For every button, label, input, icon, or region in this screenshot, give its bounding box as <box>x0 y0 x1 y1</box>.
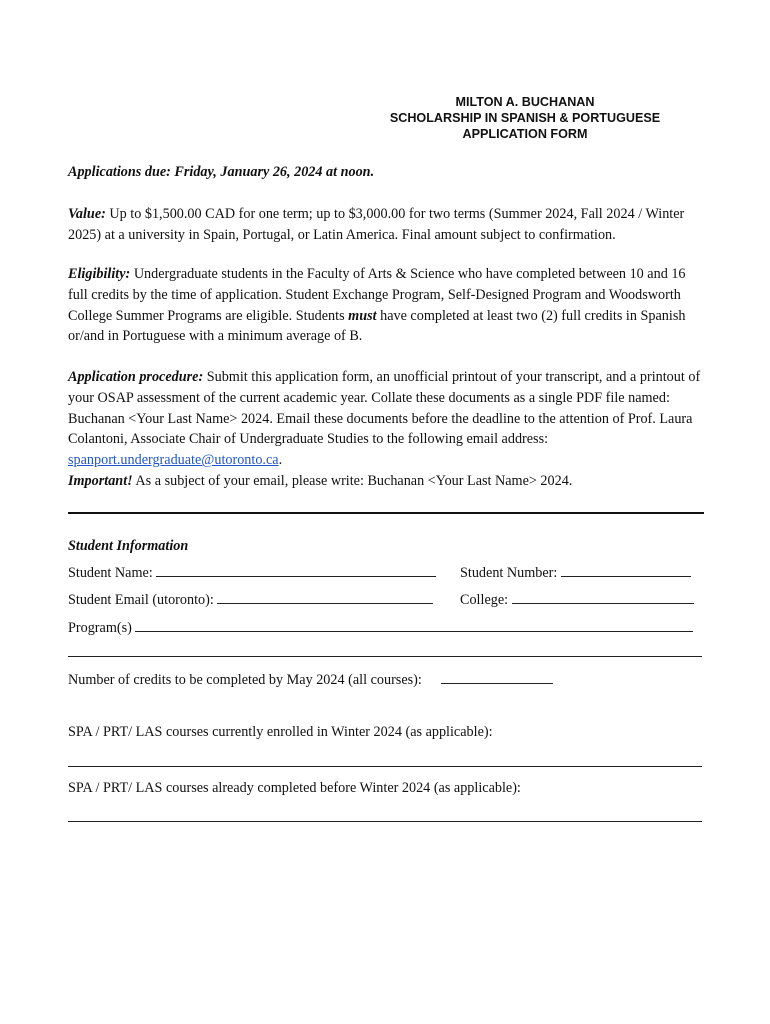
college-field[interactable] <box>512 589 694 604</box>
student-name-field[interactable] <box>156 562 436 577</box>
eligibility-text-2: have completed at least two (2) full credits in Spanish or/and in Portuguese with a minimum average of B. <box>68 307 686 345</box>
completed-courses-label: SPA / PRT/ LAS courses already completed before Winter 2024 (as applicable): <box>68 780 521 796</box>
important-text: As a subject of your email, please write: Buchanan <Your Last Name> 2024. <box>132 472 573 489</box>
eligibility-lead: Eligibility: <box>68 266 131 282</box>
title-line-3: APPLICATION FORM <box>462 127 588 141</box>
enrolled-courses-field[interactable] <box>68 766 702 767</box>
value-text: Up to $1,500.00 CAD for one term; up to $3,000.00 for two terms (Summer 2024, Fall 2024 / Winter 2025) at a university in Spain, Portugal, or Latin America. Final amount subject to confirmation. <box>68 206 685 243</box>
procedure-lead: Application procedure: <box>68 369 204 385</box>
college-label: College: <box>460 592 509 608</box>
program-label: Program(s) <box>68 620 132 636</box>
title-line-1: MILTON A. BUCHANAN <box>455 95 595 109</box>
procedure-text: Submit this application form, an unofficial printout of your transcript, and a printout of your OSAP assessment of the current academic year. Collate these documents as a single PDF file named: Buchanan <Your Last Name> 2024. Email these documents before the deadline to the attention of Prof. Laura Colantoni, Associate Chair of Undergraduate Studies to the following email address: <box>68 369 701 448</box>
student-name-label: Student Name: <box>68 565 153 581</box>
credits-row <box>68 669 553 691</box>
student-info-heading: Student Information <box>68 538 189 554</box>
student-email-label: Student Email (utoronto): <box>68 592 214 608</box>
value-paragraph <box>68 204 708 246</box>
student-number-row <box>460 562 691 584</box>
credits-label: Number of credits to be completed by May 2024 (all courses): <box>68 672 422 688</box>
form-title <box>340 94 710 142</box>
enrolled-courses-label: SPA / PRT/ LAS courses currently enrolled in Winter 2024 (as applicable): <box>68 724 493 740</box>
student-email-row <box>68 589 433 611</box>
program-field[interactable] <box>135 617 693 632</box>
student-number-field[interactable] <box>561 562 691 577</box>
eligibility-paragraph <box>68 264 708 347</box>
student-email-field[interactable] <box>217 589 433 604</box>
deadline-text: Applications due: Friday, January 26, 2024 at noon. <box>68 164 375 180</box>
eligibility-emphasis: must <box>348 307 377 324</box>
eligibility-text-1: Undergraduate students in the Faculty of Arts & Science who have completed between 10 and 16 full credits by the time of application. Student Exchange Program, Self-Designed Program and Woodsworth College Summer Programs are eligible. Students <box>68 266 686 324</box>
section-divider <box>68 512 704 514</box>
procedure-period: . <box>278 452 283 469</box>
credits-field[interactable] <box>441 669 553 684</box>
value-lead: Value: <box>68 206 106 222</box>
deadline-line <box>68 162 708 183</box>
completed-courses-field[interactable] <box>68 821 702 822</box>
student-number-label: Student Number: <box>460 565 558 581</box>
college-row <box>460 589 694 611</box>
student-name-row <box>68 562 436 584</box>
procedure-paragraph <box>68 367 708 492</box>
contact-email-link[interactable]: spanport.undergraduate@utoronto.ca <box>68 452 279 469</box>
title-line-2: SCHOLARSHIP IN SPANISH & PORTUGUESE <box>389 111 661 125</box>
program-field-extra-line[interactable] <box>68 656 702 657</box>
important-lead: Important! <box>68 472 133 489</box>
program-row <box>68 617 693 639</box>
